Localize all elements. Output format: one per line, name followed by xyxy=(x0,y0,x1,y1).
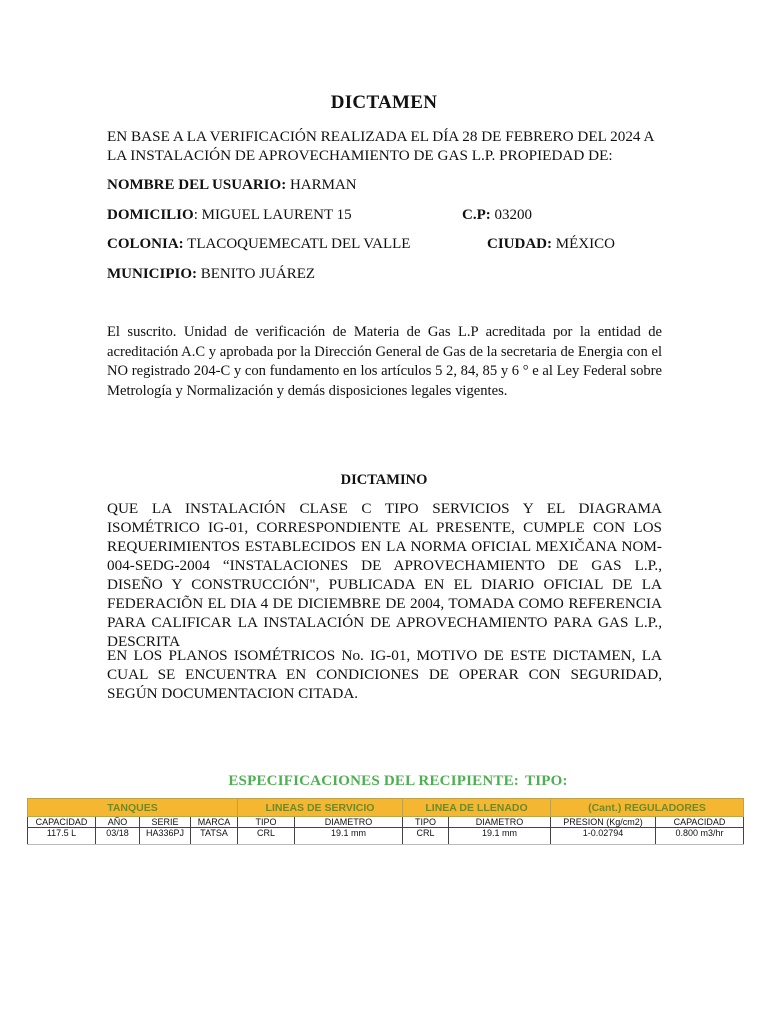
cell-diametro-servicio: 19.1 mm xyxy=(295,828,403,845)
spec-column-header-row xyxy=(28,817,744,828)
col-presion: PRESION (Kg/cm2) xyxy=(551,817,656,828)
ciudad-field xyxy=(487,235,615,254)
spec-tipo-label: TIPO: xyxy=(524,773,568,789)
ciudad-value: MÉXICO xyxy=(552,236,615,252)
body-paragraph: El suscrito. Unidad de verificación de Materia de Gas L.P acreditada por la entidad de acreditación A.C y aprobada por la Dirección General de Gas de la secretaria de Energia con el NO registrado 204-C y con fundamento en los artículos 5 2, 84, 85 y 6 ° e al Ley Federal sobre Metrología y Normalización y demás disposiciones legales vigentes. xyxy=(107,324,662,399)
cell-capacidad-regulador: 0.800 m3/hr xyxy=(656,828,744,845)
cell-presion: 1-0.02794 xyxy=(551,828,656,845)
cell-diametro-llenado: 19.1 mm xyxy=(449,828,551,845)
municipio-label: MUNICIPIO: xyxy=(107,266,197,282)
group-tanques: TANQUES xyxy=(28,799,238,817)
group-linea-llenado: LINEA DE LLENADO xyxy=(403,799,551,817)
dictamino-heading: DICTAMINO xyxy=(340,472,428,488)
col-tipo-llenado: TIPO xyxy=(403,817,449,828)
cp-field xyxy=(462,206,532,225)
nombre-value: HARMAN xyxy=(286,177,357,193)
table-row xyxy=(28,828,744,845)
colonia-value: TLACOQUEMECATL DEL VALLE xyxy=(183,236,411,252)
col-marca: MARCA xyxy=(191,817,238,828)
nombre-label: NOMBRE DEL USUARIO: xyxy=(107,177,287,193)
cell-tipo-servicio: CRL xyxy=(238,828,295,845)
group-reguladores: (Cant.) REGULADORES xyxy=(551,799,744,817)
dictamino-paragraph-2: EN LOS PLANOS ISOMÉTRICOS No. IG-01, MOTIVO DE ESTE DICTAMEN, LA CUAL SE ENCUENTRA EN CONDICIONES DE OPERAR CON SEGURIDAD, SEGÚN DOCUMENTACION CITADA. xyxy=(107,647,662,702)
document-title: DICTAMEN xyxy=(330,92,438,113)
cp-value: 03200 xyxy=(490,207,532,223)
colonia-label: COLONIA: xyxy=(107,236,184,252)
ciudad-label: CIUDAD: xyxy=(487,236,552,252)
municipio-field xyxy=(107,265,315,284)
cp-label: C.P: xyxy=(462,207,491,223)
cell-capacidad: 117.5 L xyxy=(28,828,96,845)
col-capacidad: CAPACIDAD xyxy=(28,817,96,828)
spec-title xyxy=(0,773,768,790)
nombre-field xyxy=(107,176,357,195)
dictamino-paragraph-1: QUE LA INSTALACIÓN CLASE C TIPO SERVICIOS Y EL DIAGRAMA ISOMÉTRICO IG-01, CORRESPONDIENTE AL PRESENTE, CUMPLE CON LOS REQUERIMIENTOS ESTABLECIDOS EN LA NORMA OFICIAL MEXIČANA NOM-004-SEDG-2004 “INSTALACIONES DE APROVECHAMIENTO DE GAS L.P., DISEÑO Y CONSTRUCCIÓN", PUBLICADA EN EL DIARIO OFICIAL DE LA FEDERACIÕN EL DIA 4 DE DICIEMBRE DE 2004, TOMADA COMO REFERENCIA PARA CALIFICAR LA INSTALACIÓN DE APROVECHAMIENTO PARA GAS L.P., DESCRITA xyxy=(107,500,662,650)
cell-anio: 03/18 xyxy=(96,828,140,845)
municipio-value: BENITO JUÁREZ xyxy=(197,266,316,282)
spec-table-wrapper xyxy=(27,798,743,845)
domicilio-value: : MIGUEL LAURENT 15 xyxy=(193,207,352,223)
group-lineas-servicio: LINEAS DE SERVICIO xyxy=(238,799,403,817)
spec-table xyxy=(27,798,744,845)
col-tipo-servicio: TIPO xyxy=(238,817,295,828)
cell-marca: TATSA xyxy=(191,828,238,845)
domicilio-field xyxy=(107,206,352,225)
cell-serie: HA336PJ xyxy=(140,828,191,845)
colonia-field xyxy=(107,235,410,254)
spec-title-text: ESPECIFICACIONES DEL RECIPIENTE: xyxy=(228,773,519,789)
col-serie: SERIE xyxy=(140,817,191,828)
col-anio: AÑO xyxy=(96,817,140,828)
col-diametro-llenado: DIAMETRO xyxy=(449,817,551,828)
spec-group-header-row xyxy=(28,799,744,817)
cell-tipo-llenado: CRL xyxy=(403,828,449,845)
col-diametro-servicio: DIAMETRO xyxy=(295,817,403,828)
domicilio-label: DOMICILIO xyxy=(107,207,194,223)
intro-paragraph: EN BASE A LA VERIFICACIÓN REALIZADA EL DÍA 28 DE FEBRERO DEL 2024 A LA INSTALACIÓN DE APROVECHAMIENTO DE GAS L.P. PROPIEDAD DE: xyxy=(107,128,654,164)
col-capacidad-regulador: CAPACIDAD xyxy=(656,817,744,828)
